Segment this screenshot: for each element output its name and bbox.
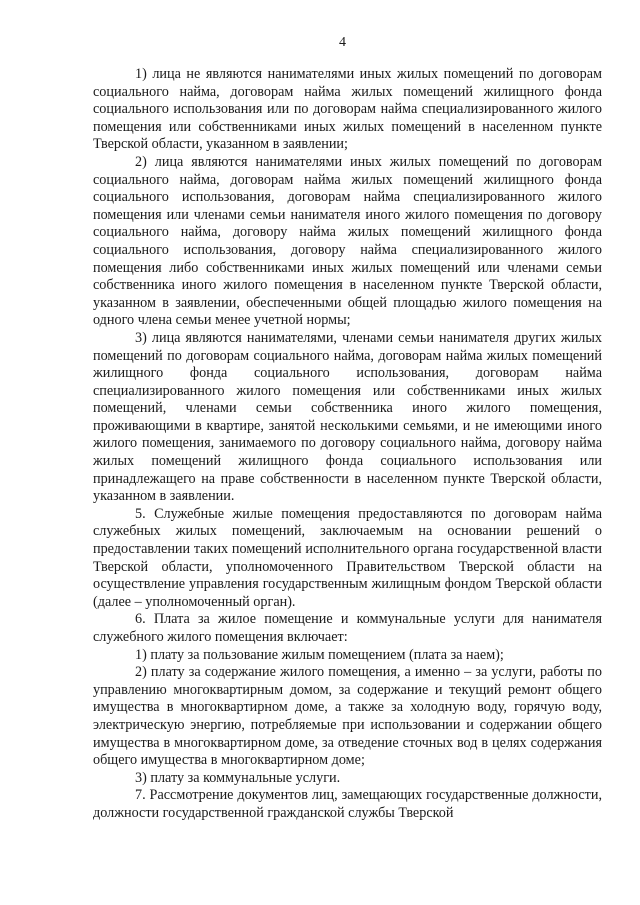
paragraph-section-6: 6. Плата за жилое помещение и коммунальные услуги для нанимателя служебного жилого помещения включает: — [93, 611, 602, 645]
paragraph-section-7: 7. Рассмотрение документов лиц, замещающих государственные должности, должности государственной гражданской службы Тверской — [93, 787, 602, 821]
page-number: 4 — [339, 35, 346, 50]
paragraph-section-6-item-2: 2) плату за содержание жилого помещения, а именно – за услуги, работы по управлению многоквартирным домом, за содержание и текущий ремонт общего имущества в многоквартирном доме, а также за холодную воду, горячую воду, электрическую энергию, потребляемые при использовании и содержании общего имущества в многоквартирном доме, за отведение сточных вод в целях содержания общего имущества в многоквартирном доме; — [93, 664, 602, 769]
paragraph-clause-2: 2) лица являются нанимателями иных жилых помещений по договорам социального найма, договорам найма жилых помещений жилищного фонда социального использования, договорам найма специализированного жилого помещения или членами семьи нанимателя иного жилого помещения по договору социального найма, договору найма жилых помещений жилищного фонда социального использования, договору найма специализированного жилого помещения либо собственниками иных жилых помещений или членами семьи собственника иного жилого помещения в населенном пункте Тверской области, указанном в заявлении, обеспеченными общей площадью жилого помещения на одного члена семьи менее учетной нормы; — [93, 153, 602, 329]
document-body — [93, 66, 602, 823]
paragraph-clause-3: 3) лица являются нанимателями, членами семьи нанимателя других жилых помещений по договорам социального найма, договорам найма жилых помещений жилищного фонда социального использования, договорам найма специализированного жилого помещения или собственниками иных жилых помещений, членами семьи собственника иного жилого помещения, проживающими в квартире, занятой несколькими семьями, и не имеющими иного жилого помещения, занимаемого по договору социального найма, договору найма жилых помещений жилищного фонда социального использования или принадлежащего на праве собственности в населенном пункте Тверской области, указанном в заявлении. — [93, 329, 602, 505]
paragraph-section-6-item-3: 3) плату за коммунальные услуги. — [135, 769, 341, 786]
paragraph-section-6-item-1: 1) плату за пользование жилым помещением (плата за наем); — [135, 646, 504, 663]
paragraph-section-5: 5. Служебные жилые помещения предоставляются по договорам найма служебных жилых помещений, заключаемым на основании решений о предоставлении таких помещений исполнительного органа государственной власти Тверской области, уполномоченного Правительством Тверской области на осуществление управления государственным жилищным фондом Тверской области (далее – уполномоченный орган). — [93, 505, 602, 610]
paragraph-clause-1: 1) лица не являются нанимателями иных жилых помещений по договорам социального найма, договорам найма жилых помещений жилищного фонда социального использования или по договорам найма специализированного жилого помещения или собственниками иных жилых помещений в населенном пункте Тверской области, указанном в заявлении; — [93, 66, 602, 153]
